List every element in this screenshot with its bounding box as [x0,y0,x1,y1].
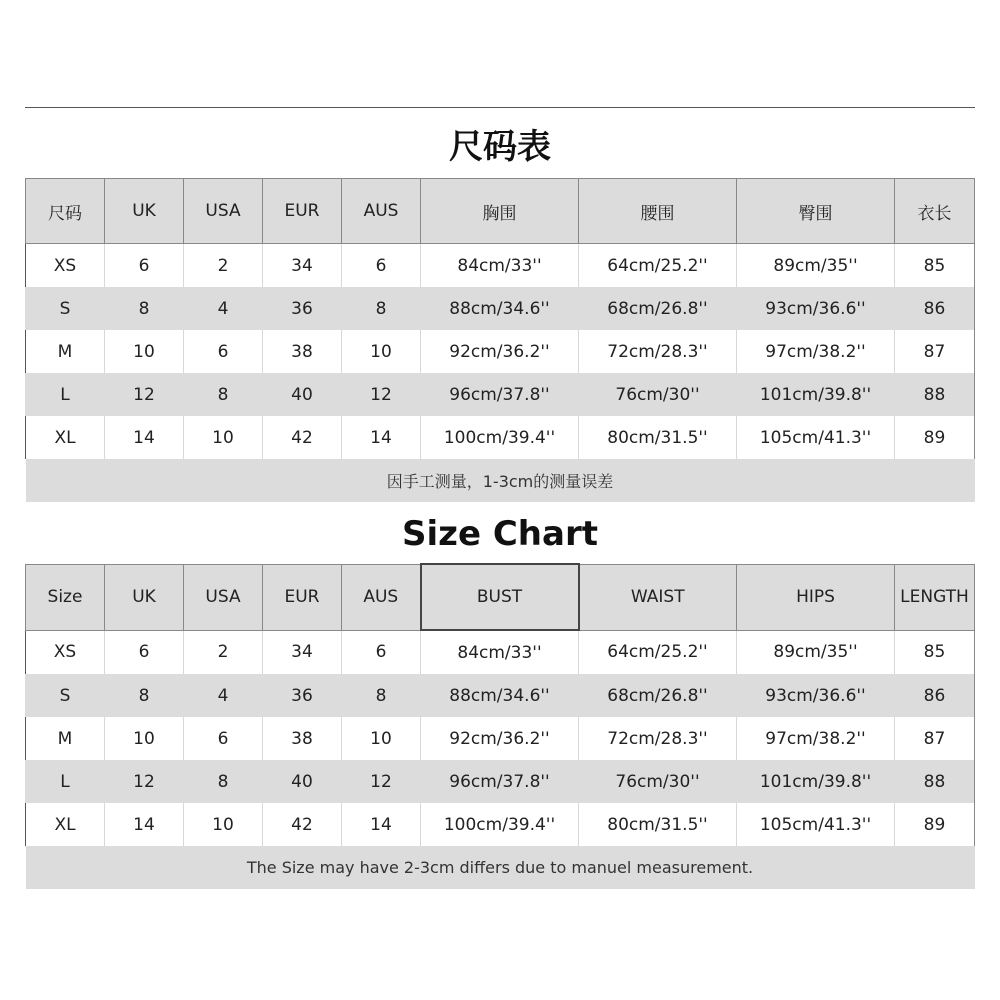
cell-uk: 12 [105,373,184,416]
cell-length: 88 [895,760,975,803]
cell-uk: 10 [105,330,184,373]
header-usa: USA [184,564,263,630]
header-eur: EUR [263,564,342,630]
cell-uk: 14 [105,416,184,459]
table-row [26,373,975,416]
cell-eur: 42 [263,416,342,459]
measurement-note: 因手工测量，1-3cm的测量误差 [26,459,975,502]
header-hips: HIPS [737,564,895,630]
header-bust: BUST [421,564,579,630]
cell-bust: 100cm/39.4'' [421,803,579,846]
header-waist: 腰围 [579,179,737,244]
cell-waist: 64cm/25.2'' [579,244,737,288]
cell-aus: 12 [342,373,421,416]
cell-waist: 80cm/31.5'' [579,416,737,459]
cell-eur: 34 [263,630,342,674]
cell-aus: 6 [342,244,421,288]
cell-size: XL [26,803,105,846]
cell-uk: 8 [105,287,184,330]
header-row [26,179,975,244]
table-row [26,717,975,760]
header-aus: AUS [342,179,421,244]
cell-size: M [26,717,105,760]
cell-hips: 93cm/36.6'' [737,674,895,717]
cell-uk: 10 [105,717,184,760]
header-aus: AUS [342,564,421,630]
cell-aus: 10 [342,330,421,373]
cell-uk: 8 [105,674,184,717]
table-row [26,416,975,459]
cell-size: L [26,760,105,803]
table-row [26,760,975,803]
cell-eur: 38 [263,717,342,760]
cell-usa: 6 [184,330,263,373]
cell-bust: 96cm/37.8'' [421,373,579,416]
cell-uk: 12 [105,760,184,803]
cell-length: 88 [895,373,975,416]
cell-size: S [26,674,105,717]
cell-usa: 8 [184,373,263,416]
cell-waist: 72cm/28.3'' [579,717,737,760]
cell-waist: 68cm/26.8'' [579,674,737,717]
table-row [26,803,975,846]
cell-bust: 84cm/33'' [421,630,579,674]
cell-size: M [26,330,105,373]
cell-bust: 92cm/36.2'' [421,717,579,760]
header-waist: WAIST [579,564,737,630]
cell-length: 86 [895,674,975,717]
cell-aus: 14 [342,416,421,459]
cell-usa: 8 [184,760,263,803]
cell-waist: 80cm/31.5'' [579,803,737,846]
cell-hips: 105cm/41.3'' [737,803,895,846]
header-eur: EUR [263,179,342,244]
cell-eur: 34 [263,244,342,288]
header-usa: USA [184,179,263,244]
cell-bust: 84cm/33'' [421,244,579,288]
header-bust: 胸围 [421,179,579,244]
cell-aus: 12 [342,760,421,803]
cell-bust: 100cm/39.4'' [421,416,579,459]
cell-hips: 101cm/39.8'' [737,760,895,803]
cell-usa: 2 [184,244,263,288]
cell-length: 89 [895,803,975,846]
cell-length: 89 [895,416,975,459]
cell-waist: 64cm/25.2'' [579,630,737,674]
cell-length: 85 [895,244,975,288]
cell-hips: 101cm/39.8'' [737,373,895,416]
cell-hips: 89cm/35'' [737,244,895,288]
cell-hips: 89cm/35'' [737,630,895,674]
cell-aus: 8 [342,674,421,717]
size-chart-english [25,504,975,889]
size-table [25,178,975,502]
header-size: Size [26,564,105,630]
cell-aus: 6 [342,630,421,674]
header-length: 衣长 [895,179,975,244]
cell-usa: 2 [184,630,263,674]
cell-usa: 4 [184,674,263,717]
cell-length: 86 [895,287,975,330]
cell-usa: 10 [184,803,263,846]
chart-title: Size Chart [402,513,598,554]
cell-hips: 93cm/36.6'' [737,287,895,330]
table-row [26,244,975,288]
cell-waist: 72cm/28.3'' [579,330,737,373]
cell-size: XS [26,630,105,674]
table-row [26,287,975,330]
cell-hips: 105cm/41.3'' [737,416,895,459]
cell-size: L [26,373,105,416]
cell-eur: 40 [263,760,342,803]
cell-eur: 38 [263,330,342,373]
cell-usa: 10 [184,416,263,459]
cell-size: XL [26,416,105,459]
cell-aus: 8 [342,287,421,330]
header-hips: 臀围 [737,179,895,244]
cell-aus: 14 [342,803,421,846]
cell-usa: 6 [184,717,263,760]
cell-hips: 97cm/38.2'' [737,330,895,373]
cell-eur: 40 [263,373,342,416]
measurement-note: The Size may have 2-3cm differs due to manuel measurement. [26,846,975,889]
cell-length: 87 [895,717,975,760]
table-row [26,630,975,674]
cell-length: 85 [895,630,975,674]
cell-uk: 6 [105,244,184,288]
cell-length: 87 [895,330,975,373]
cell-bust: 88cm/34.6'' [421,287,579,330]
cell-uk: 6 [105,630,184,674]
header-row [26,564,975,630]
cell-usa: 4 [184,287,263,330]
cell-hips: 97cm/38.2'' [737,717,895,760]
cell-waist: 76cm/30'' [579,760,737,803]
cell-bust: 96cm/37.8'' [421,760,579,803]
cell-uk: 14 [105,803,184,846]
table-row [26,330,975,373]
cell-waist: 68cm/26.8'' [579,287,737,330]
cell-eur: 42 [263,803,342,846]
header-uk: UK [105,564,184,630]
cell-bust: 88cm/34.6'' [421,674,579,717]
cell-eur: 36 [263,674,342,717]
size-table [25,563,975,889]
table-row [26,674,975,717]
cell-aus: 10 [342,717,421,760]
cell-bust: 92cm/36.2'' [421,330,579,373]
cell-eur: 36 [263,287,342,330]
cell-size: XS [26,244,105,288]
chart-title: 尺码表 [25,107,975,178]
size-chart-chinese [25,107,975,502]
header-size: 尺码 [26,179,105,244]
header-length: LENGTH [895,564,975,630]
note-row [26,459,975,502]
cell-size: S [26,287,105,330]
note-row [26,846,975,889]
header-uk: UK [105,179,184,244]
cell-waist: 76cm/30'' [579,373,737,416]
